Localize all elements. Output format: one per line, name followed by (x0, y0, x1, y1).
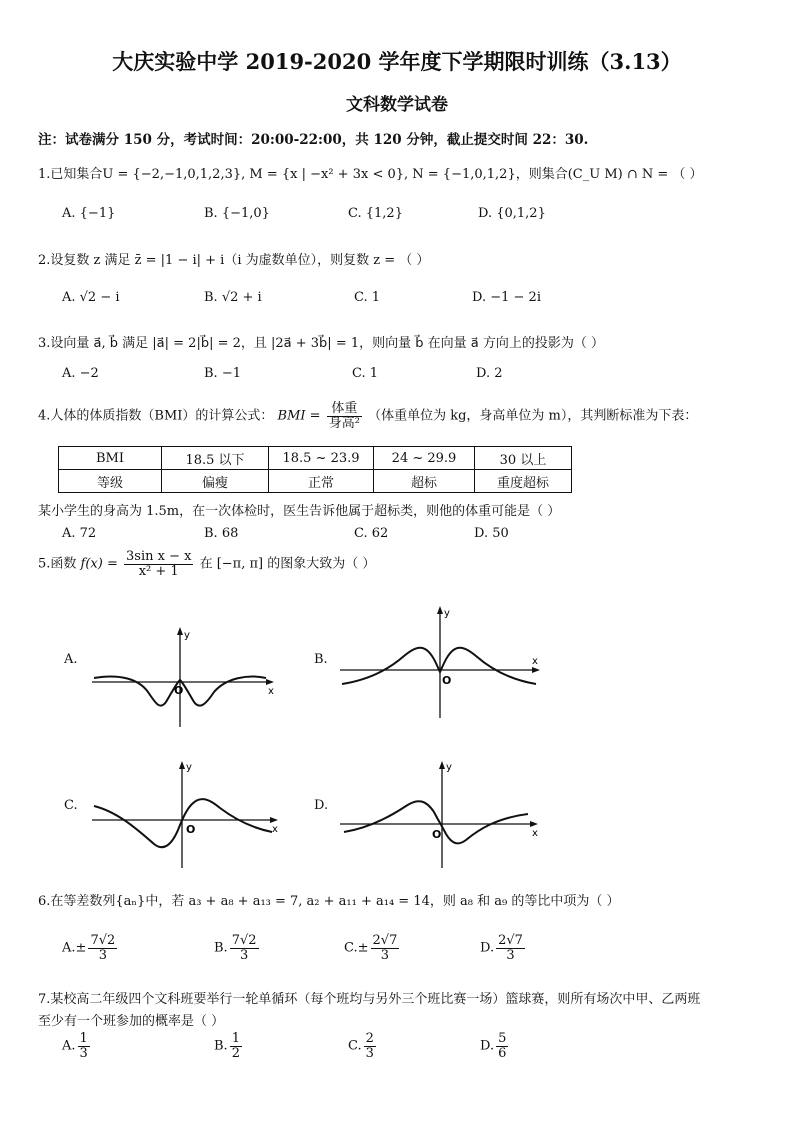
q2-option-c: C. 1 (354, 290, 381, 305)
exam-note: 注：试卷满分 150 分，考试时间：20:00-22:00，共 120 分钟，截止提交时间 22：30. (38, 132, 589, 148)
q4-formula-numerator: 体重 (327, 402, 362, 417)
question-3-text: 3.设向量 a⃗, b⃗ 满足 |a⃗| = 2|b⃗| = 2，且 |2a⃗ + 3b⃗| = 1，则向量 b⃗ 在向量 a⃗ 方向上的投影为（ ） (38, 336, 604, 351)
option-label: B. (214, 940, 228, 956)
q6-option-d (480, 934, 527, 962)
page-title: 大庆实验中学 2019-2020 学年度下学期限时训练（3.13） (112, 49, 682, 74)
q5-tail: 在 [−π, π] 的图象大致为（ ） (199, 556, 376, 572)
table-cell: 18.5 以下 (162, 447, 269, 470)
option-fraction (230, 934, 259, 962)
graph-b-y-label: y (444, 608, 450, 619)
graph-b-x-label: x (532, 656, 538, 667)
q4-tail: （体重单位为 kg，身高单位为 m），其判断标准为下表： (368, 408, 698, 424)
option-label: C. (348, 1038, 362, 1054)
graph-b-curve (342, 648, 536, 684)
denominator: 3 (506, 947, 515, 963)
graph-d-x-label: x (532, 828, 538, 839)
q1-option-c: C. {1,2} (348, 206, 403, 221)
q3-option-b: B. −1 (204, 366, 241, 381)
option-fraction (230, 1032, 242, 1060)
option-label: B. (214, 1038, 228, 1054)
q4-lead: 4.人体的体质指数（BMI）的计算公式： (38, 408, 274, 424)
graph-a-origin: O (174, 684, 184, 697)
denominator: 3 (380, 947, 390, 963)
graph-c-label: C. (64, 798, 78, 813)
q1-option-b: B. {−1,0} (204, 206, 270, 221)
graph-c-curve (94, 799, 272, 847)
option-label: A. (62, 1038, 76, 1054)
q2-option-b: B. √2 + i (204, 290, 262, 305)
table-cell: 24 ~ 29.9 (374, 447, 475, 470)
table-row (59, 447, 572, 470)
option-prefix: ± (75, 940, 87, 956)
table-cell: 重度超标 (475, 470, 572, 493)
graph-b (338, 600, 548, 720)
q5-numerator: 3sin x − x (126, 549, 192, 564)
q4-formula-denominator: 身高² (328, 415, 360, 431)
q4-option-d: D. 50 (474, 526, 509, 541)
numerator: 1 (79, 1031, 88, 1046)
graph-c-origin: O (186, 823, 196, 836)
q7-option-a (62, 1032, 92, 1060)
q5-fraction (124, 550, 193, 578)
q3-option-d: D. 2 (476, 366, 503, 381)
table-row (59, 470, 572, 493)
q7-option-b (214, 1032, 244, 1060)
q4-formula-lhs: BMI = (277, 408, 321, 424)
graph-d (338, 756, 548, 871)
table-cell: 30 以上 (475, 447, 572, 470)
q4-option-a: A. 72 (62, 526, 97, 541)
graph-d-origin: O (432, 828, 442, 841)
option-label: D. (480, 1038, 495, 1054)
denominator: 6 (498, 1045, 507, 1061)
option-fraction (371, 934, 400, 962)
q5-fx: f(x) = (80, 556, 118, 572)
numerator: 7√2 (90, 933, 116, 948)
question-5-text (38, 550, 375, 578)
question-1-text: 1.已知集合U = {−2,−1,0,1,2,3}, M = {x | −x² + 3x < 0}, N = {−1,0,1,2}，则集合(C_U M) ∩ N = （ ） (38, 167, 703, 182)
q1-option-d: D. {0,1,2} (478, 206, 546, 221)
numerator: 7√2 (231, 933, 257, 948)
table-cell: BMI (59, 447, 162, 470)
graph-a-label: A. (64, 652, 78, 667)
x-axis-arrow (530, 821, 538, 827)
y-axis-arrow (437, 606, 443, 614)
graph-c-x-label: x (272, 824, 278, 835)
q7-option-d (480, 1032, 510, 1060)
graph-a-x-label: x (268, 686, 274, 697)
table-cell: 偏瘦 (162, 470, 269, 493)
table-cell: 等级 (59, 470, 162, 493)
bmi-table (58, 446, 572, 493)
option-fraction (78, 1032, 90, 1060)
option-prefix: ± (357, 940, 369, 956)
denominator: 3 (79, 1045, 88, 1061)
q3-option-c: C. 1 (352, 366, 379, 381)
graph-b-label: B. (314, 652, 328, 667)
option-label: A. (62, 940, 76, 956)
graph-c (88, 756, 288, 871)
question-7-text-1: 7.某校高二年级四个文科班要举行一轮单循环（每个班均与另外三个班比赛一场）篮球赛，则所有场次中甲、乙两班 (38, 992, 701, 1007)
q5-denominator: x² + 1 (138, 563, 179, 579)
graph-c-y-label: y (186, 762, 192, 773)
q6-option-b (214, 934, 261, 962)
denominator: 2 (231, 1045, 240, 1061)
q4-option-b: B. 68 (204, 526, 239, 541)
option-fraction (364, 1032, 376, 1060)
x-axis-arrow (266, 679, 274, 685)
numerator: 2√7 (498, 933, 523, 948)
table-cell: 超标 (374, 470, 475, 493)
numerator: 5 (498, 1031, 507, 1046)
option-fraction (496, 1032, 508, 1060)
x-axis-arrow (270, 817, 278, 823)
table-cell: 18.5 ~ 23.9 (269, 447, 374, 470)
denominator: 3 (365, 1045, 374, 1061)
y-axis-arrow (177, 627, 183, 635)
q4-formula-fraction (327, 402, 362, 430)
q4-option-c: C. 62 (354, 526, 389, 541)
question-2-text: 2.设复数 z 满足 z̄ = |1 − i| + i（i 为虚数单位），则复数 z = （ ） (38, 253, 430, 268)
y-axis-arrow (439, 761, 445, 769)
q6-option-a (62, 934, 119, 962)
numerator: 2√7 (372, 933, 398, 948)
q1-option-a: A. {−1} (62, 206, 116, 221)
graph-d-label: D. (314, 798, 329, 813)
denominator: 3 (98, 947, 107, 963)
graph-a (88, 622, 288, 732)
x-axis-arrow (532, 667, 540, 673)
question-4-text (38, 402, 697, 430)
q2-option-a: A. √2 − i (62, 290, 120, 305)
q3-option-a: A. −2 (62, 366, 99, 381)
option-fraction (496, 934, 525, 962)
question-7-text-2: 至少有一个班参加的概率是（ ） (38, 1014, 225, 1029)
numerator: 1 (231, 1031, 240, 1046)
table-cell: 正常 (269, 470, 374, 493)
option-label: D. (480, 940, 495, 956)
q2-option-d: D. −1 − 2i (472, 290, 541, 305)
graph-b-origin: O (442, 674, 452, 687)
q6-option-c (344, 934, 401, 962)
numerator: 2 (365, 1031, 374, 1046)
q7-option-c (348, 1032, 378, 1060)
question-4-text-2: 某小学生的身高为 1.5m，在一次体检时，医生告诉他属于超标类，则他的体重可能是（ ） (38, 504, 561, 519)
option-fraction (88, 934, 117, 962)
question-6-text: 6.在等差数列{aₙ}中，若 a₃ + a₈ + a₁₃ = 7, a₂ + a₁₁ + a₁₄ = 14，则 a₈ 和 a₉ 的等比中项为（ ） (38, 894, 620, 909)
denominator: 3 (239, 947, 249, 963)
graph-d-y-label: y (446, 762, 452, 773)
y-axis-arrow (179, 761, 185, 769)
page-subtitle: 文科数学试卷 (346, 95, 448, 115)
option-label: C. (344, 940, 358, 956)
q5-lead: 5.函数 (38, 556, 77, 572)
graph-a-y-label: y (184, 630, 190, 641)
